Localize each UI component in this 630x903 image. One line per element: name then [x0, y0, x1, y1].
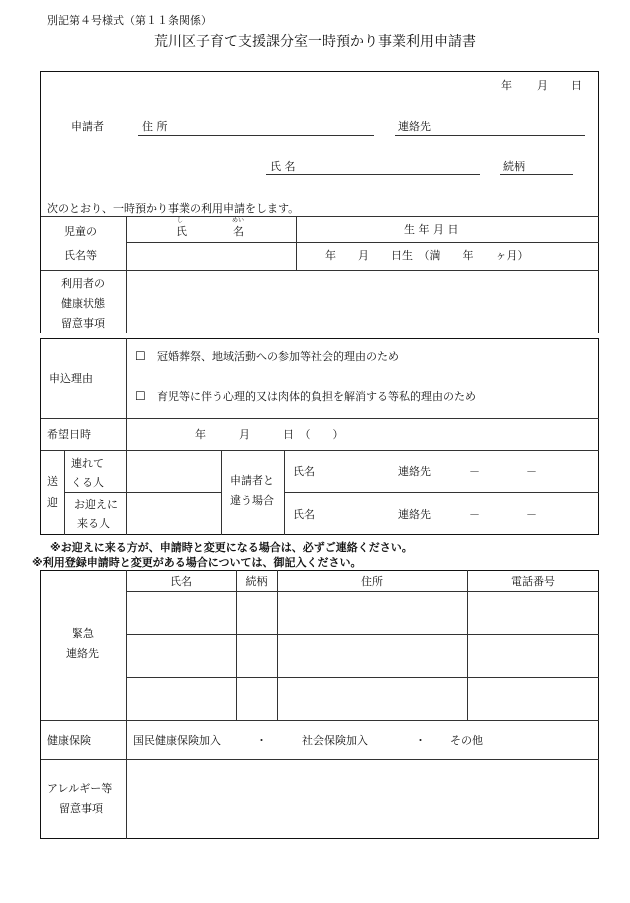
insurance-national[interactable]: 国民健康保険加入 [133, 734, 221, 747]
birthdate-header: 生 年 月 日 [404, 223, 459, 236]
divider [126, 591, 599, 592]
address-label: 住 所 [142, 120, 168, 133]
pickup-change-note: ※お迎えに来る方が、申請時と変更になる場合は、必ずご連絡ください。 [50, 541, 413, 554]
insurance-label: 健康保険 [47, 734, 91, 747]
insurance-separator: ・ [415, 734, 426, 747]
allergy-label-line2: 留意事項 [59, 802, 103, 815]
reason-checkbox-1[interactable]: ☐ [135, 349, 146, 363]
divider [41, 759, 599, 760]
date-year-label: 年 [501, 79, 512, 92]
divider [41, 450, 599, 451]
name-line[interactable] [266, 174, 480, 175]
birthdate-format: 年 月 日生 （満 年 ヶ月） [325, 249, 529, 262]
bring-name-label: 氏名 [293, 465, 315, 478]
relation-line[interactable] [500, 174, 573, 175]
surname-ruby: し [177, 217, 184, 224]
col-phone: 電話番号 [511, 575, 555, 588]
different-line2: 違う場合 [230, 494, 274, 507]
address-line[interactable] [138, 135, 374, 136]
child-label-line1: 児童の [64, 225, 97, 238]
reason-option-1: 冠婚葬祭、地域活動への参加等社会的理由のため [157, 350, 399, 363]
divider [126, 634, 599, 635]
divider [41, 216, 599, 217]
application-statement: 次のとおり、一時預かり事業の利用申請をします。 [47, 202, 300, 215]
divider [126, 677, 599, 678]
relation-label: 続柄 [503, 160, 525, 173]
emergency-section [40, 570, 599, 839]
health-label-line1: 利用者の [61, 277, 105, 290]
desired-date-format: 年 月 日 （ ） [195, 428, 344, 441]
bring-dash-2: － [526, 465, 537, 478]
divider [64, 492, 221, 493]
divider [284, 492, 599, 493]
registration-change-note: ※利用登録申請時と変更がある場合については、御記入ください。 [32, 556, 362, 569]
health-label-line2: 健康状態 [61, 297, 105, 310]
transport-label-a: 送 [47, 475, 58, 488]
pickup-person-line2: 来る人 [77, 517, 110, 530]
form-number: 別記第４号様式（第１１条関係） [47, 14, 212, 27]
divider [277, 570, 278, 720]
col-name: 氏名 [170, 575, 192, 588]
reason-option-2: 育児等に伴う心理的又は肉体的負担を解消する等私的理由のため [157, 390, 476, 403]
applicant-label: 申請者 [71, 120, 104, 133]
divider [126, 216, 127, 333]
divider [221, 450, 222, 535]
reason-checkbox-2[interactable]: ☐ [135, 389, 146, 403]
child-label-line2: 氏名等 [64, 249, 97, 262]
surname-label: 氏 [176, 225, 187, 238]
insurance-other[interactable]: その他 [450, 734, 483, 747]
contact-label: 連絡先 [398, 120, 431, 133]
pickup-dash-1: － [469, 508, 480, 521]
health-label-line3: 留意事項 [61, 317, 105, 330]
pickup-contact-label: 連絡先 [398, 508, 431, 521]
pickup-dash-2: － [526, 508, 537, 521]
col-relation: 続柄 [245, 575, 268, 588]
pickup-person-line1: お迎えに [74, 498, 118, 511]
allergy-label-line1: アレルギー等 [47, 782, 113, 795]
col-address: 住所 [361, 575, 383, 588]
divider [41, 270, 599, 271]
bring-person-line1: 連れて [71, 457, 104, 470]
divider [467, 570, 468, 720]
date-day-label: 日 [571, 79, 582, 92]
givenname-label: 名 [233, 225, 244, 238]
divider [126, 570, 127, 839]
transport-label-b: 迎 [47, 496, 58, 509]
date-month-label: 月 [537, 79, 548, 92]
divider [296, 216, 297, 270]
desired-date-label: 希望日時 [47, 428, 91, 441]
divider [126, 338, 127, 450]
page-title: 荒川区子育て支援課分室一時預かり事業利用申請書 [154, 34, 476, 50]
pickup-name-label: 氏名 [293, 508, 315, 521]
emergency-label-line1: 緊急 [72, 627, 94, 640]
insurance-separator: ・ [256, 734, 267, 747]
contact-line[interactable] [395, 135, 585, 136]
givenname-ruby: めい [232, 217, 245, 224]
divider [41, 418, 599, 419]
bring-contact-label: 連絡先 [398, 465, 431, 478]
bring-person-line2: くる人 [71, 476, 104, 489]
divider [236, 570, 237, 720]
different-line1: 申請者と [230, 474, 274, 487]
reason-label: 申込理由 [49, 372, 93, 385]
emergency-label-line2: 連絡先 [66, 647, 99, 660]
insurance-social[interactable]: 社会保険加入 [302, 734, 368, 747]
name-label: 氏 名 [270, 160, 296, 173]
divider [41, 720, 599, 721]
bring-dash-1: － [469, 465, 480, 478]
divider [126, 242, 599, 243]
